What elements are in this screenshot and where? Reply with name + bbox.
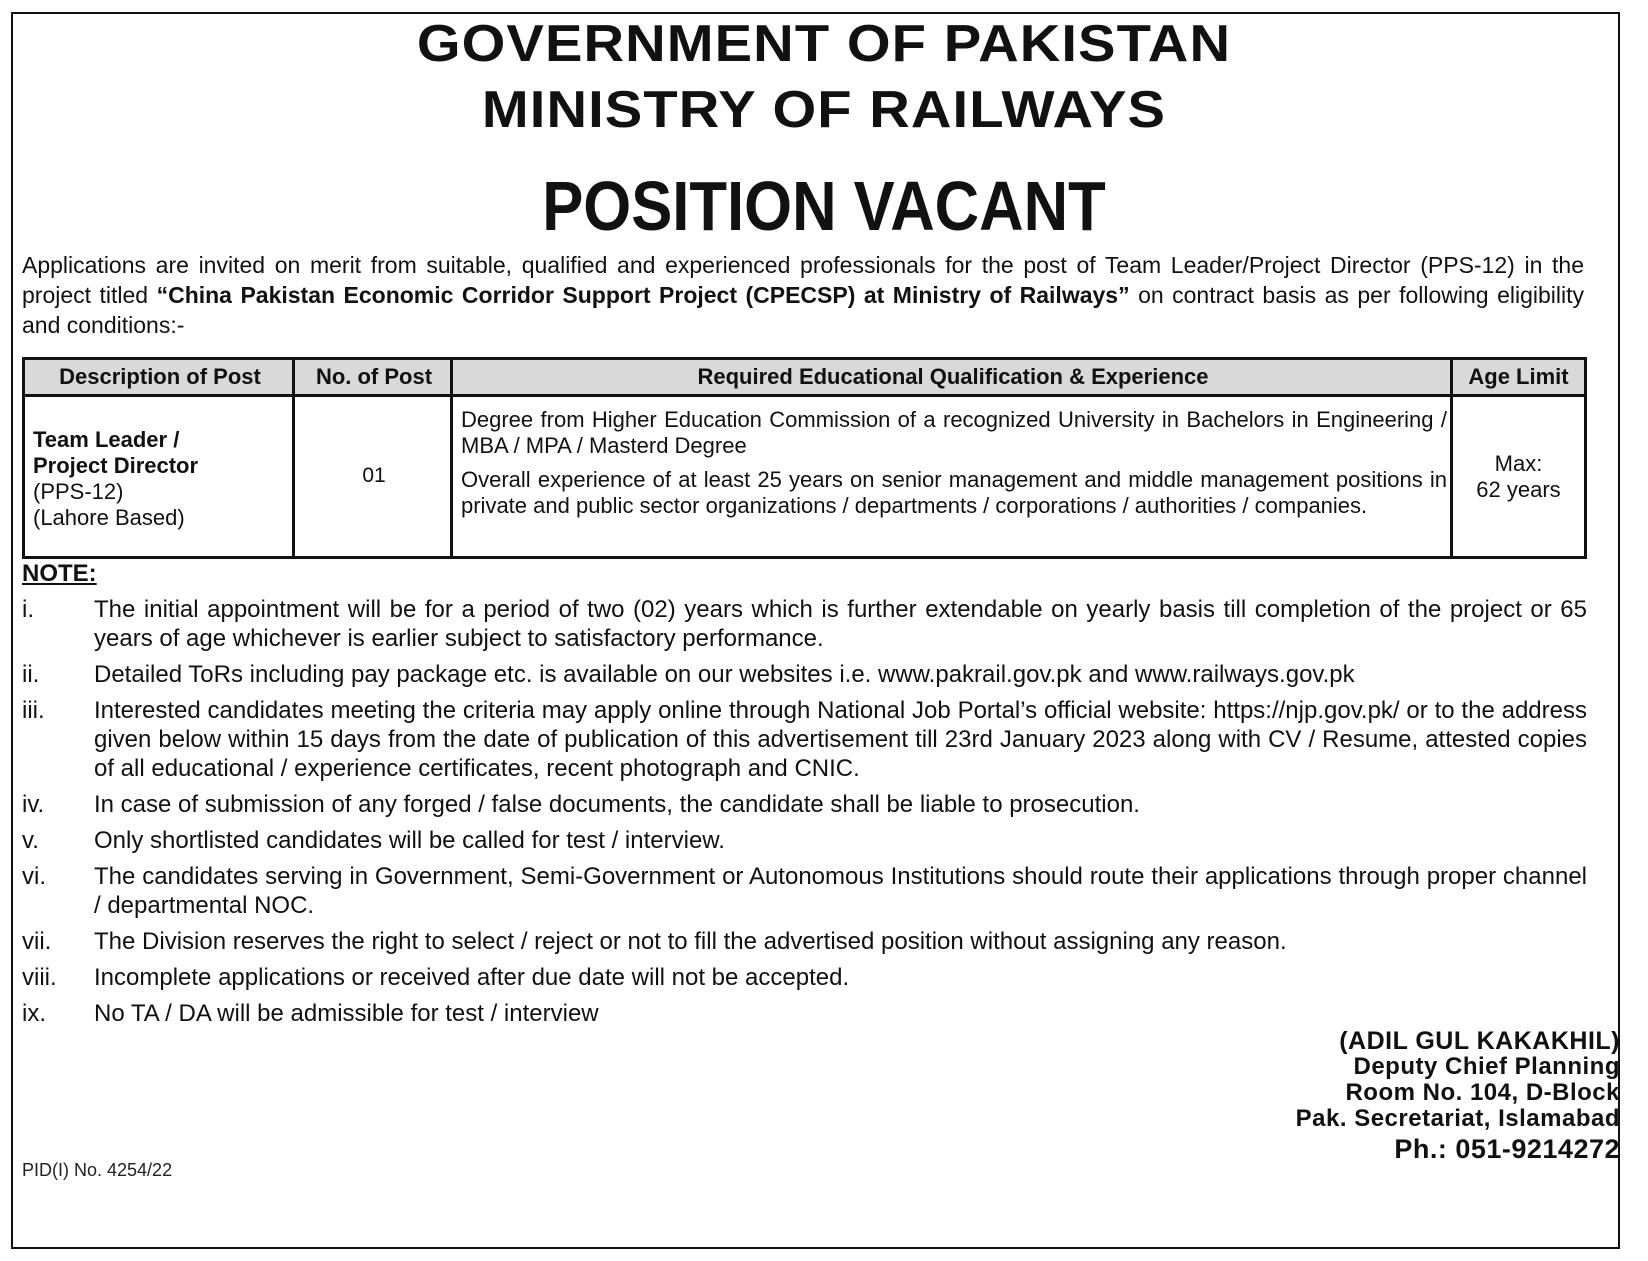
list-item — [22, 660, 1587, 689]
note-text: Only shortlisted candidates will be called for test / interview. — [94, 827, 725, 854]
note-text: In case of submission of any forged / false documents, the candidate shall be liable to prosecution. — [94, 791, 1140, 818]
note-text: The initial appointment will be for a period of two (02) years which is further extendable on yearly basis till completion of the project or 65 years of age whichever is earlier subject to satisfactory performance. — [94, 596, 1587, 652]
note-number: iii. — [22, 697, 45, 724]
note-number: vi. — [22, 863, 46, 890]
post-title-line2: Project Director — [33, 453, 199, 478]
list-item — [22, 862, 1587, 920]
age-label: Max: — [1494, 451, 1543, 476]
signature-block — [1296, 1028, 1620, 1162]
notes-list — [22, 595, 1587, 1035]
signatory-phone: Ph.: 051-9214272 — [1394, 1134, 1620, 1164]
signatory-name: (ADIL GUL KAKAKHIL) — [1339, 1027, 1620, 1055]
post-location: (Lahore Based) — [33, 505, 185, 530]
cell-number-of-posts: 01 — [362, 464, 386, 487]
note-number: i. — [22, 596, 34, 623]
pid-number: PID(I) No. 4254/22 — [22, 1160, 173, 1180]
note-number: ii. — [22, 661, 40, 688]
signatory-room: Room No. 104, D-Block — [1345, 1079, 1620, 1106]
position-vacant-heading: POSITION VACANT — [542, 167, 1106, 245]
list-item — [22, 826, 1587, 855]
intro-paragraph — [22, 250, 1584, 340]
list-item — [22, 790, 1587, 819]
qualification-experience: Overall experience of at least 25 years on senior management and middle management positions in private and public sector organizations / departments / corporations / authorities / companies. — [461, 467, 1447, 518]
list-item — [22, 595, 1587, 653]
list-item — [22, 999, 1587, 1028]
note-text: Incomplete applications or received after due date will not be accepted. — [94, 964, 850, 991]
intro-text-start: Applications are invited on merit from suitable, qualified and experienced professionals for the post of Team Leader/Project Director (PPS-12) in the project titled — [22, 252, 1584, 308]
note-number: iv. — [22, 791, 45, 818]
note-text: Detailed ToRs including pay package etc. is available on our websites i.e. www.pakrail.gov.pk and www.railways.gov.pk — [94, 661, 1355, 688]
post-title-line1: Team Leader / — [33, 427, 180, 452]
project-title: “China Pakistan Economic Corridor Support Project (CPECSP) at Ministry of Railways” — [156, 282, 1130, 308]
signatory-designation: Deputy Chief Planning — [1353, 1053, 1620, 1080]
signatory-address: Pak. Secretariat, Islamabad — [1295, 1105, 1620, 1132]
note-text: The Division reserves the right to select / reject or not to fill the advertised position without assigning any reason. — [94, 928, 1287, 955]
note-text: The candidates serving in Government, Semi-Government or Autonomous Institutions should route their applications through proper channel / departmental NOC. — [94, 863, 1587, 919]
header-qualification: Required Educational Qualification & Experience — [697, 364, 1209, 389]
post-grade: (PPS-12) — [33, 479, 124, 504]
age-value: 62 years — [1476, 477, 1561, 502]
cell-age-limit — [1453, 397, 1584, 556]
note-text: Interested candidates meeting the criteria may apply online through National Job Portal’s official website: https://njp.gov.pk/ or to the address given below within 15 days from the date of publication of this advertisement till 23rd January 2023 along with CV / Resume, attested copies of all educational / experience certificates, recent photograph and CNIC. — [94, 697, 1587, 782]
note-number: v. — [22, 827, 39, 854]
header-description-of-post: Description of Post — [59, 364, 261, 389]
note-heading: NOTE: — [22, 560, 97, 587]
header-age-limit: Age Limit — [1468, 364, 1569, 389]
intro-text-end: on contract basis as per following eligibility and conditions:- — [22, 282, 1584, 338]
ministry-title: MINISTRY OF RAILWAYS — [481, 81, 1167, 139]
note-number: viii. — [22, 964, 57, 991]
note-text: No TA / DA will be admissible for test / interview — [94, 1000, 599, 1027]
cell-description — [33, 397, 288, 556]
note-number: ix. — [22, 1000, 46, 1027]
cell-qualification — [461, 397, 1447, 556]
government-title: GOVERNMENT OF PAKISTAN — [416, 15, 1232, 73]
list-item — [22, 927, 1587, 956]
qualification-degree: Degree from Higher Education Commission of a recognized University in Bachelors in Engineering / MBA / MPA / Masterd Degree — [461, 407, 1447, 458]
note-number: vii. — [22, 928, 52, 955]
list-item — [22, 696, 1587, 783]
header-no-of-post: No. of Post — [315, 364, 433, 389]
post-table — [22, 357, 1587, 559]
list-item — [22, 963, 1587, 992]
